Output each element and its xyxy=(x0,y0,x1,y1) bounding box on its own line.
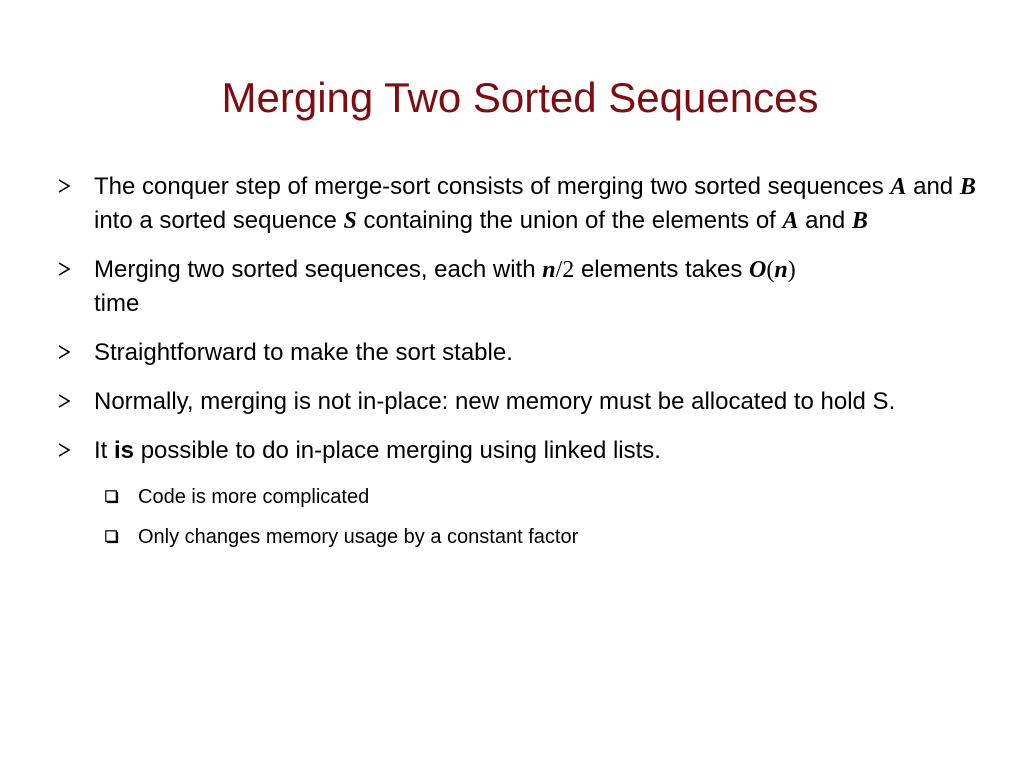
bullet-text: time xyxy=(94,290,140,317)
math-var-a: A xyxy=(890,174,907,200)
bullet-stable xyxy=(58,336,978,370)
arrow-bullet-icon xyxy=(58,345,70,359)
math-var-n: n xyxy=(542,257,556,283)
math-var-n: n xyxy=(774,257,788,283)
arrow-bullet-icon xyxy=(58,394,70,408)
bullet-conquer-step xyxy=(58,170,978,238)
sub-bullet-memory xyxy=(105,523,978,551)
bullet-text: containing the union of the elements of xyxy=(356,207,783,234)
arrow-bullet-icon xyxy=(58,443,70,457)
math-paren-close: ) xyxy=(787,257,796,283)
bullet-text: The conquer step of merge-sort consists of merging two sorted sequences xyxy=(94,173,891,200)
bullet-text: elements takes xyxy=(574,256,750,283)
math-var-b: B xyxy=(959,174,976,200)
sub-bullet-text: Only changes memory usage by a constant factor xyxy=(138,526,579,548)
math-paren-open: ( xyxy=(766,257,775,283)
sub-bullet-complicated xyxy=(105,483,978,511)
sub-bullet-text: Code is more complicated xyxy=(138,486,370,508)
checkbox-bullet-icon xyxy=(105,490,119,504)
bullet-list xyxy=(58,170,978,563)
checkbox-bullet-icon xyxy=(105,530,119,544)
bullet-text: and xyxy=(798,207,852,234)
arrow-bullet-icon xyxy=(58,262,70,276)
bullet-emphasis: is xyxy=(114,437,135,464)
math-half: /2 xyxy=(555,257,575,283)
slide-title: Merging Two Sorted Sequences xyxy=(221,74,819,121)
bullet-text: into a sorted sequence xyxy=(94,207,344,234)
math-var-b: B xyxy=(851,208,868,234)
bullet-text: possible to do in-place merging using linked lists. xyxy=(134,437,661,464)
bullet-text: Normally, merging is not in-place: new memory must be allocated to hold S. xyxy=(94,388,896,415)
bullet-text: It xyxy=(94,437,115,464)
bullet-text: Merging two sorted sequences, each with xyxy=(94,256,543,283)
bullet-text: Straightforward to make the sort stable. xyxy=(94,339,513,366)
bullet-not-in-place xyxy=(58,385,978,419)
math-var-s: S xyxy=(343,208,357,234)
bullet-merge-time xyxy=(58,253,978,321)
bullet-linked-lists xyxy=(58,434,978,468)
arrow-bullet-icon xyxy=(58,179,70,193)
math-big-o: O xyxy=(749,257,767,283)
math-var-a: A xyxy=(782,208,799,234)
bullet-text: and xyxy=(906,173,960,200)
